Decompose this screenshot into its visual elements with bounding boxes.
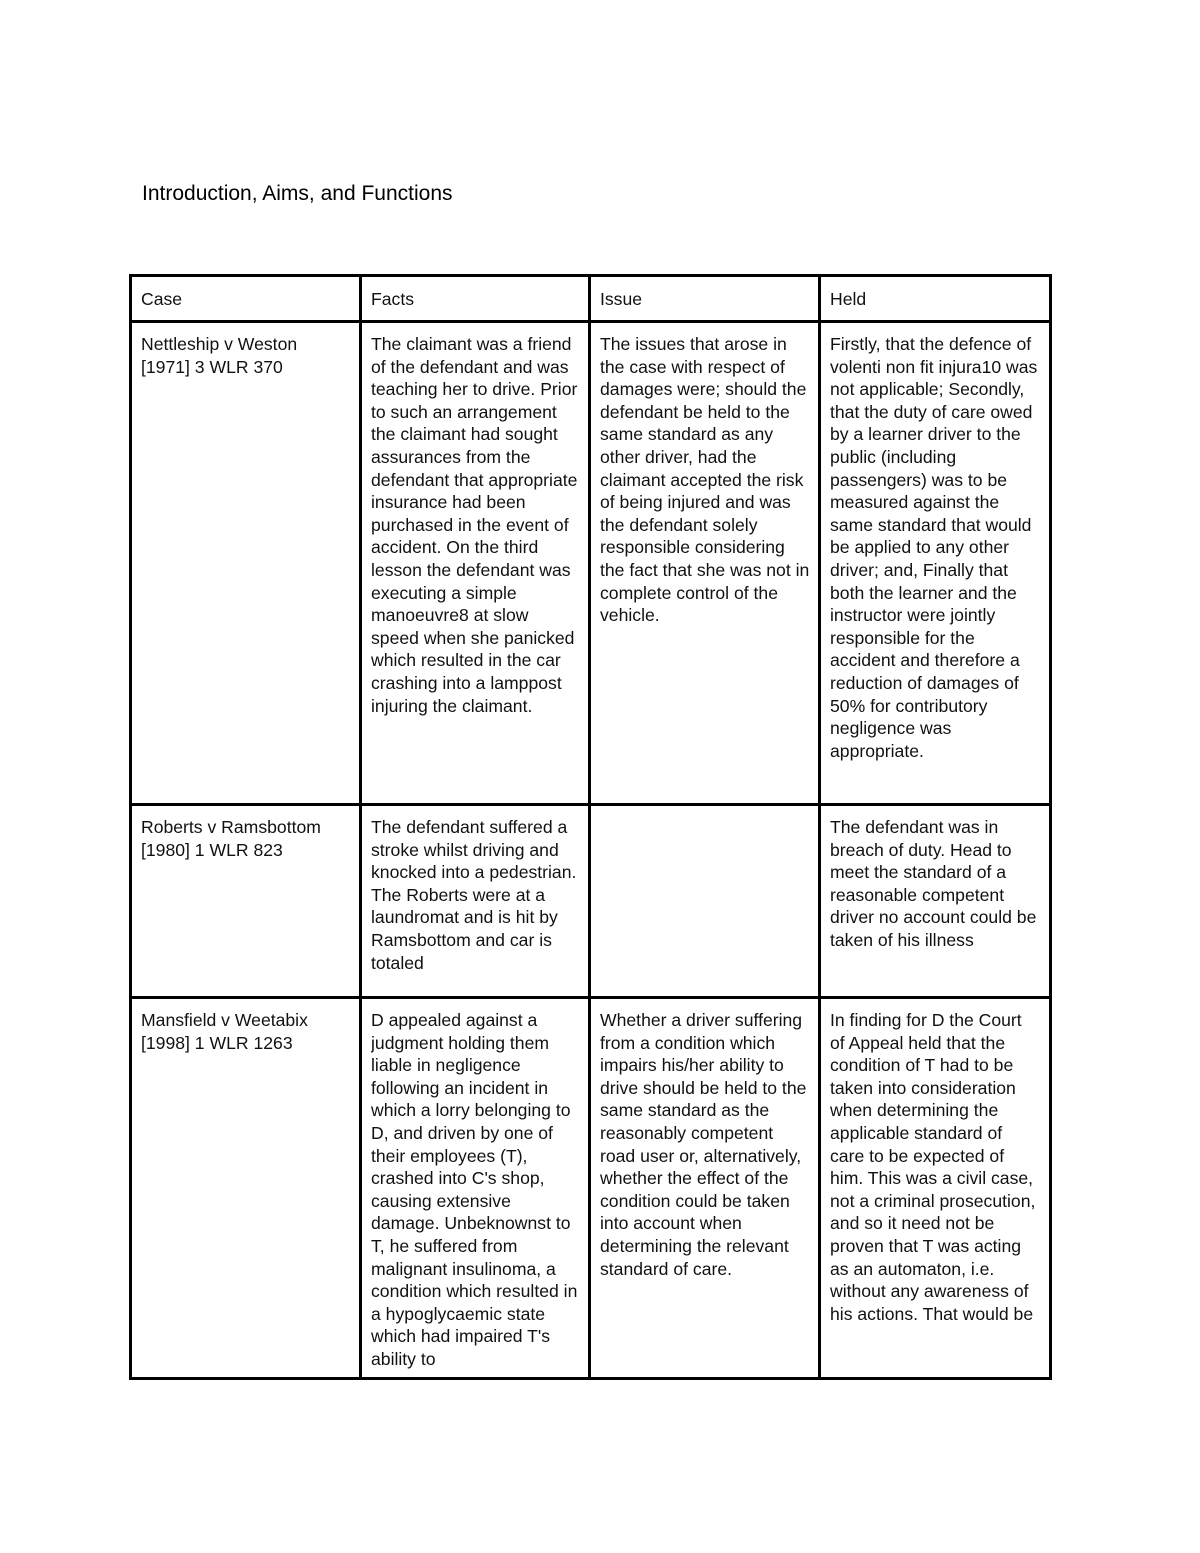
issue-cell <box>590 805 820 998</box>
header-cell-issue: Issue <box>590 276 820 322</box>
header-cell-facts: Facts <box>361 276 590 322</box>
case-cell: Roberts v Ramsbottom [1980] 1 WLR 823 <box>131 805 361 998</box>
case-table <box>129 274 1052 1380</box>
table-row <box>131 805 1051 998</box>
facts-cell: The defendant suffered a stroke whilst driving and knocked into a pedestrian. The Roberts were at a laundromat and is hit by Ramsbottom and car is totaled <box>361 805 590 998</box>
held-cell: In finding for D the Court of Appeal held that the condition of T had to be taken into consideration when determining the applicable standard of care to be expected of him. This was a civil case, not a criminal prosecution, and so it need not be proven that T was acting as an automaton, i.e. without any awareness of his actions. That would be <box>820 998 1051 1379</box>
table-row <box>131 998 1051 1379</box>
table-row <box>131 322 1051 805</box>
facts-cell: The claimant was a friend of the defendant and was teaching her to drive. Prior to such an arrangement the claimant had sought assurances from the defendant that appropriate insurance had been purchased in the event of accident. On the third lesson the defendant was executing a simple manoeuvre8 at slow speed when she panicked which resulted in the car crashing into a lamppost injuring the claimant. <box>361 322 590 805</box>
issue-cell: The issues that arose in the case with respect of damages were; should the defendant be held to the same standard as any other driver, had the claimant accepted the risk of being injured and was the defendant solely responsible considering the fact that she was not in complete control of the vehicle. <box>590 322 820 805</box>
table-header-row <box>131 276 1051 322</box>
held-cell: The defendant was in breach of duty. Head to meet the standard of a reasonable competent driver no account could be taken of his illness <box>820 805 1051 998</box>
held-cell: Firstly, that the defence of volenti non fit injura10 was not applicable; Secondly, that the duty of care owed by a learner driver to the public (including passengers) was to be measured against the same standard that would be applied to any other driver; and, Finally that both the learner and the instructor were jointly responsible for the accident and therefore a reduction of damages of 50% for contributory negligence was appropriate. <box>820 322 1051 805</box>
header-cell-held: Held <box>820 276 1051 322</box>
case-cell: Mansfield v Weetabix [1998] 1 WLR 1263 <box>131 998 361 1379</box>
header-cell-case: Case <box>131 276 361 322</box>
issue-cell: Whether a driver suffering from a condition which impairs his/her ability to drive should be held to the same standard as the reasonably competent road user or, alternatively, whether the effect of the condition could be taken into account when determining the relevant standard of care. <box>590 998 820 1379</box>
case-cell: Nettleship v Weston [1971] 3 WLR 370 <box>131 322 361 805</box>
page-title: Introduction, Aims, and Functions <box>142 182 453 205</box>
facts-cell: D appealed against a judgment holding them liable in negligence following an incident in which a lorry belonging to D, and driven by one of their employees (T), crashed into C's shop, causing extensive damage. Unbeknownst to T, he suffered from malignant insulinoma, a condition which resulted in a hypoglycaemic state which had impaired T's ability to <box>361 998 590 1379</box>
